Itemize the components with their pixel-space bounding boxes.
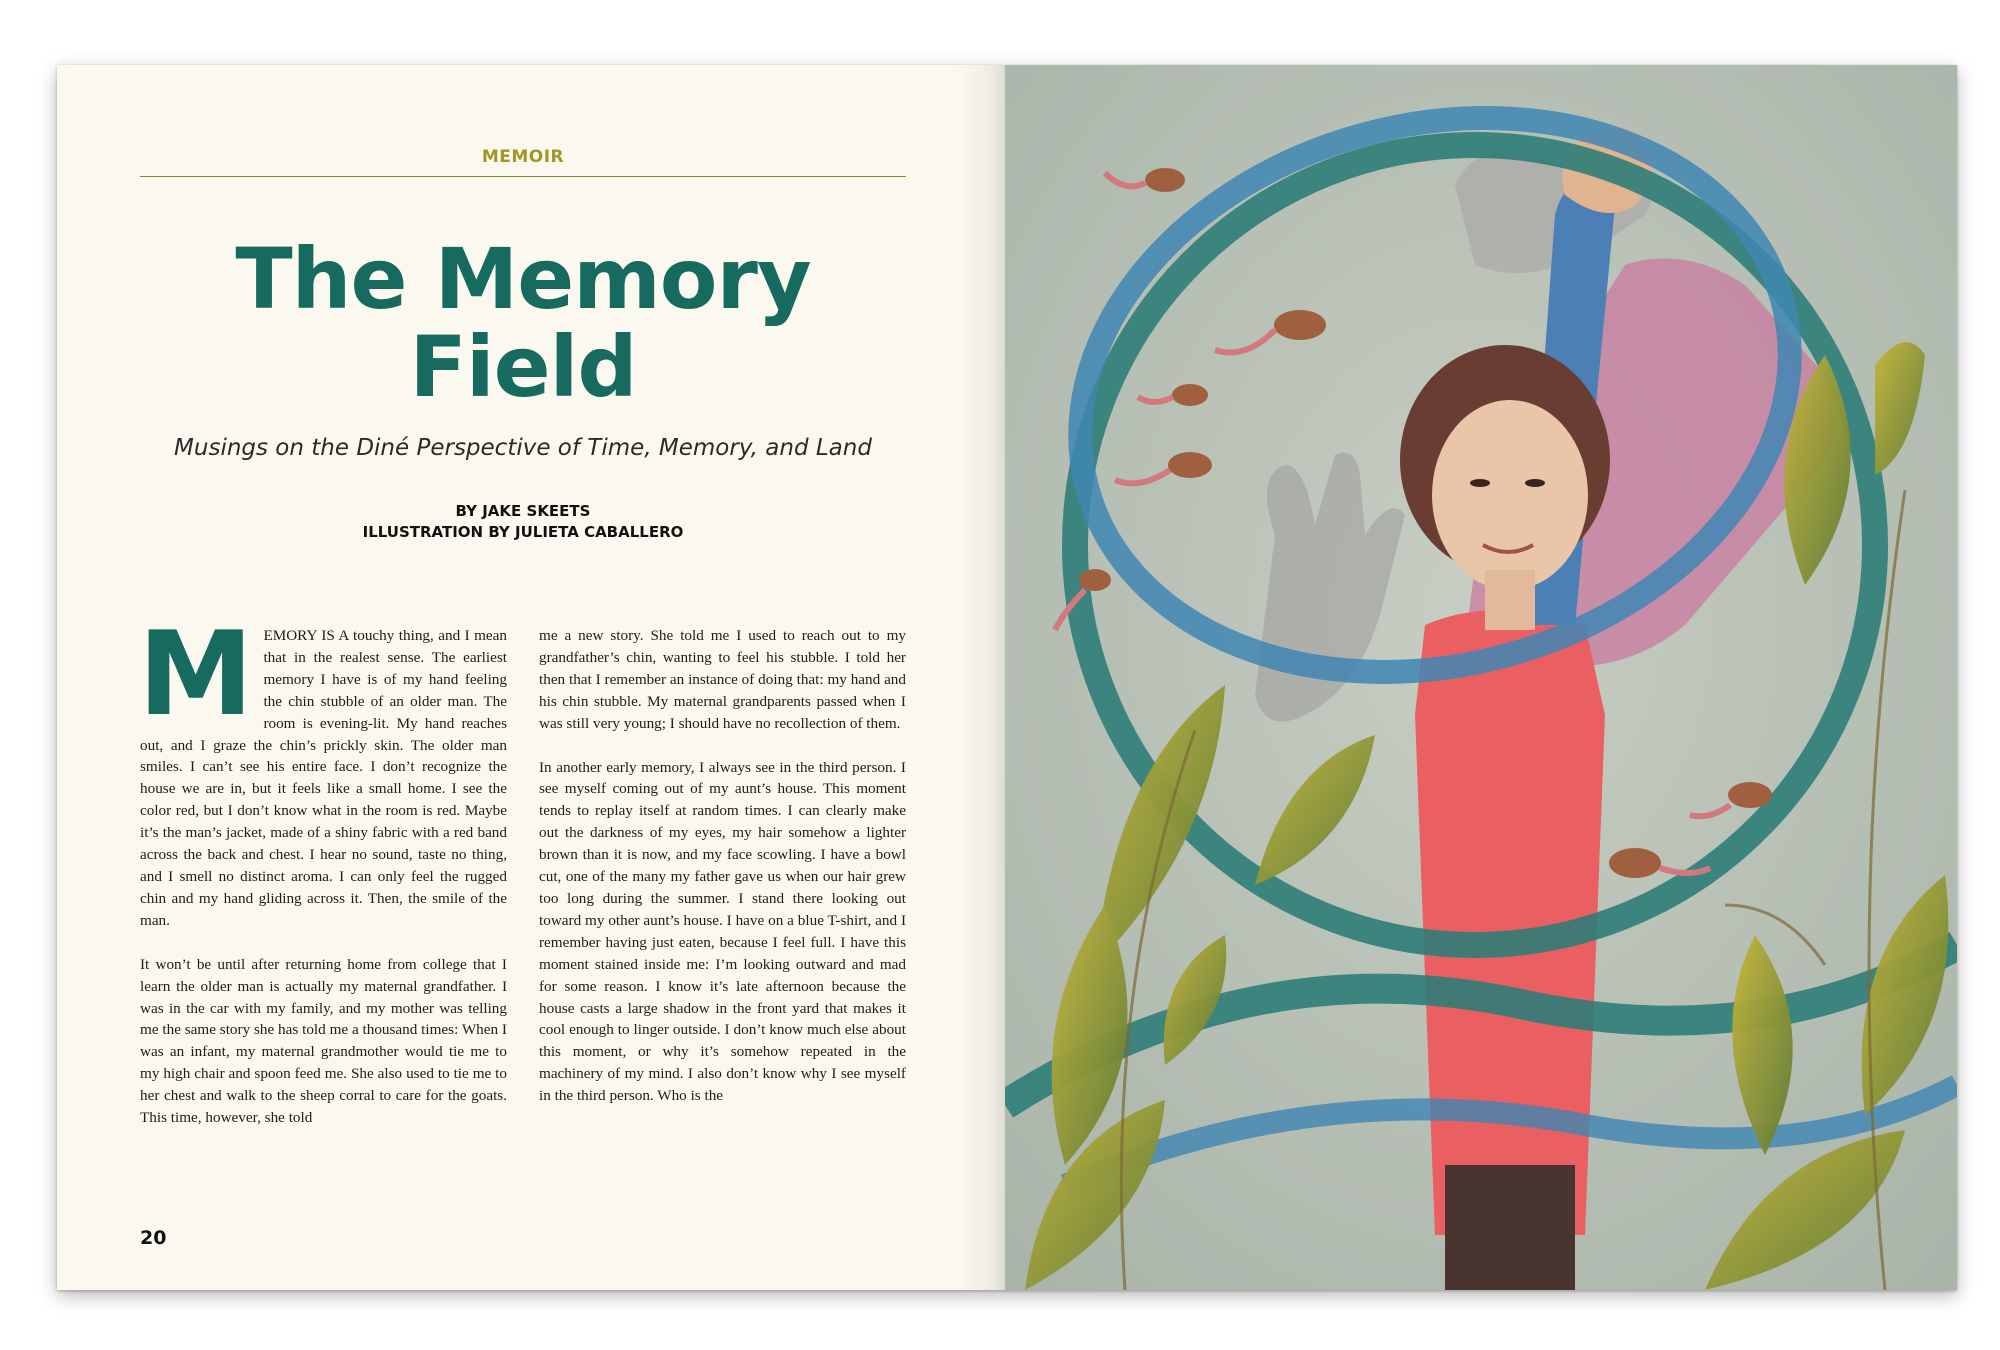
section-label: MEMOIR xyxy=(481,147,565,167)
drop-cap: M xyxy=(138,607,254,742)
watercolor-illustration xyxy=(1005,65,1957,1290)
figure-face xyxy=(1432,400,1588,590)
body-column-left xyxy=(138,607,507,1151)
article-title xyxy=(140,230,906,416)
paragraph: In another early memory, I always see in the third person. I see myself coming out of my aunt’s house. This moment tends to replay itself at random times. I can clearly make out the darkness of my eyes, my hair somehow a lighter brown than it is now, and my face scowling. I have a bowl cut, one of the many my father gave us when our hair grew too long during the summer. I stand there looking out toward my other aunt’s house. I have on a blue T-shirt, and I remember having just eaten, because I feel full. I have this moment stained inside me: I’m looking outward and mad for some reason. I know it’s late afternoon because the house casts a large shadow in the front yard that makes it cool enough to linger outside. I don’t know much else about this moment, or why it’s somehow repeated in the machinery of my mind. I also don’t know why I see myself in the third person. Who is the xyxy=(539,758,906,1105)
byline xyxy=(140,501,906,543)
section-divider xyxy=(140,176,906,177)
byline-author: BY JAKE SKEETS xyxy=(455,502,591,520)
figure-pants xyxy=(1445,1165,1575,1290)
article-subtitle: Musings on the Diné Perspective of Time, Memory, and Land xyxy=(174,435,872,461)
left-page xyxy=(57,65,1005,1290)
page-number: 20 xyxy=(140,1227,167,1249)
byline-illustrator: ILLUSTRATION BY JULIETA CABALLERO xyxy=(362,523,684,541)
paragraph: me a new story. She told me I used to reach out to my grandfather’s chin, wanting to feel his stubble. I told her then that I remember an instance of doing that: my hand and his chin stubble. My maternal grandparents passed when I was still very young; I should have no recollection of them. xyxy=(539,627,906,732)
right-page-illustration xyxy=(1005,65,1957,1290)
figure-neck xyxy=(1485,570,1535,630)
title-line-1: The Memory xyxy=(235,230,811,328)
body-column-right xyxy=(539,625,906,1129)
paragraph xyxy=(138,607,507,932)
page-gutter-shadow xyxy=(957,65,1005,1290)
figure-eye-left xyxy=(1470,479,1490,487)
paragraph: It won’t be until after returning home from college that I learn the older man is actually my maternal grandfather. I was in the car with my family, and my mother was telling me the same story she has told me a thousand times: When I was an infant, my maternal grandmother would tie me to my high chair and spoon feed me. She also used to tie me to her chest and walk to the sheep corral to care for the goats. This time, however, she told xyxy=(140,955,507,1127)
magazine-spread xyxy=(57,65,1957,1290)
figure-eye-right xyxy=(1525,479,1545,487)
title-line-2: Field xyxy=(409,318,637,416)
paragraph-text: EMORY IS A touchy thing, and I mean that in the realest sense. The earliest memory I have is of my hand feeling the chin stubble of an older man. The room is evening-lit. My hand reaches out, and I graze the chin’s prickly skin. The older man smiles. I can’t see his entire face. I don’t recognize the house we are in, but it feels like a small home. I see the color red, but I don’t know what in the room is red. Maybe it’s the man’s jacket, made of a shiny fabric with a red band across the back and chest. I hear no sound, taste no thing, and I smell no distinct aroma. I can only feel the rugged chin and my hand gliding across it. Then, the smile of the man. xyxy=(140,627,507,929)
